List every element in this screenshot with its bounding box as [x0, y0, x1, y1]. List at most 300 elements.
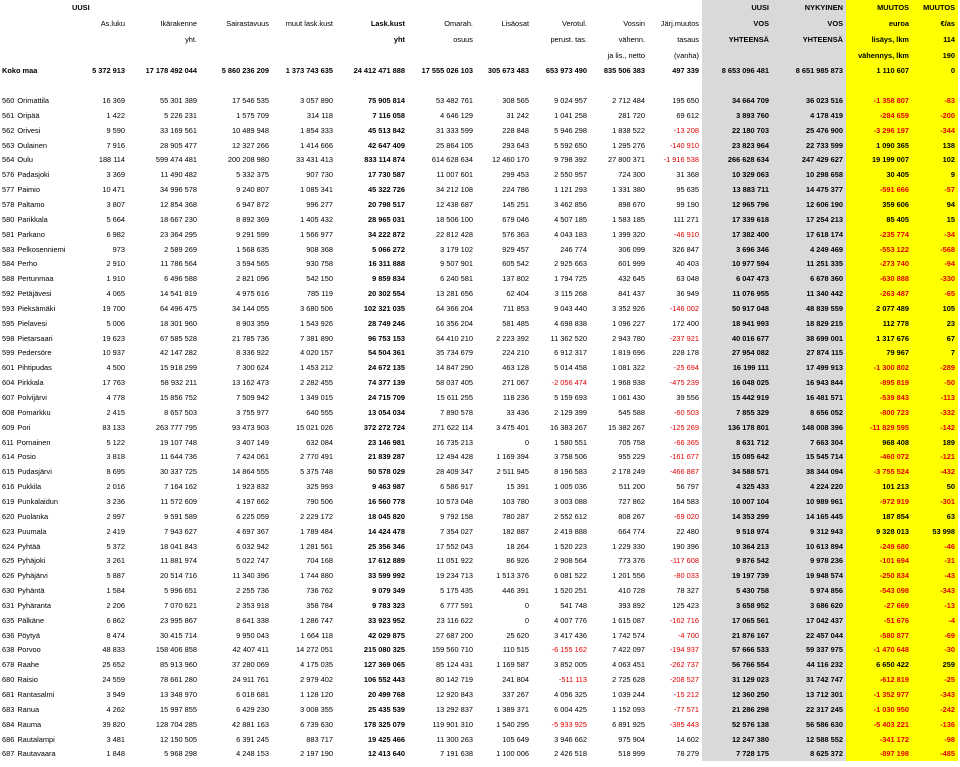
value-cell: -51 676	[846, 613, 912, 628]
value-cell: 95 635	[676, 185, 699, 194]
total-value: 835 506 383	[603, 66, 645, 75]
value-cell: 5 968 298	[164, 749, 197, 758]
header-top-cell	[590, 0, 648, 16]
value-cell: 103 780	[502, 497, 529, 506]
municipality-cell	[0, 524, 72, 539]
value-cell: 4 778	[106, 393, 125, 402]
value-cell: 271 622 114	[432, 423, 473, 432]
value-cell: 8 657 503	[164, 408, 197, 417]
municipality-code: 578	[2, 200, 15, 209]
value-cell: 7 943 627	[164, 527, 197, 536]
value-cell: 27 687 200	[436, 631, 473, 640]
value-cell: 325 993	[306, 482, 333, 491]
spacer-cell	[128, 79, 200, 93]
value-cell: 601 999	[618, 259, 645, 268]
value-cell: -101 694	[846, 553, 912, 568]
value-cell: 1 096 227	[612, 319, 645, 328]
header-label-cell: Lask.kust	[370, 19, 405, 28]
value-cell: 833 114 874	[364, 155, 405, 164]
header-top-cell	[476, 0, 532, 16]
value-cell: -65	[912, 286, 958, 301]
header-label-cell: lisäys, lkm	[846, 31, 912, 48]
value-cell: 359 606	[846, 197, 912, 212]
value-cell: 16 369	[102, 96, 125, 105]
value-cell: 12 413 640	[368, 749, 405, 758]
value-cell: 64 496 475	[160, 304, 197, 313]
value-cell: 18 829 215	[772, 316, 846, 331]
value-cell: 266 628 634	[702, 152, 772, 167]
value-cell: 10 298 658	[772, 167, 846, 182]
value-cell: 1 169 587	[496, 660, 529, 669]
value-cell: 195 650	[672, 96, 699, 105]
municipality-code: 616	[2, 482, 15, 491]
table-row	[0, 642, 960, 657]
spacer-cell	[272, 79, 336, 93]
value-cell: -1 358 807	[846, 93, 912, 108]
value-cell: 3 407 149	[236, 438, 269, 447]
total-value: 17 178 492 044	[145, 66, 197, 75]
spacer-cell	[846, 79, 912, 93]
value-cell: 9 978 236	[772, 553, 846, 568]
municipality-code: 683	[2, 705, 15, 714]
municipality-code: 576	[2, 170, 15, 179]
municipality-cell	[0, 464, 72, 479]
table-row	[0, 479, 960, 494]
value-cell: 13 348 970	[160, 690, 197, 699]
header-top-cell: NYKYINEN	[772, 0, 846, 16]
value-cell: 727 862	[618, 497, 645, 506]
municipality-code: 611	[2, 438, 14, 447]
municipality-cell	[0, 672, 72, 687]
value-cell: 12 360 250	[702, 687, 772, 702]
value-cell: 247 429 627	[772, 152, 846, 167]
value-cell: 22 457 044	[772, 628, 846, 643]
value-cell: -83	[912, 93, 958, 108]
value-cell: 22 812 428	[436, 230, 473, 239]
value-cell: 6 018 681	[236, 690, 269, 699]
value-cell: 3 807	[106, 200, 125, 209]
value-cell: -235 774	[846, 227, 912, 242]
value-cell: 7 191 638	[440, 749, 473, 758]
value-cell: 7 300 624	[236, 363, 269, 372]
table-row	[0, 152, 960, 167]
municipality-code: 562	[2, 126, 15, 135]
value-cell: 111 271	[673, 215, 699, 224]
municipality-name: Ranua	[17, 705, 40, 714]
value-cell: 55 301 389	[160, 96, 197, 105]
municipality-code: 581	[2, 230, 15, 239]
value-cell: 5 946 298	[554, 126, 587, 135]
municipality-code: 615	[2, 467, 15, 476]
value-cell: 9	[912, 167, 958, 182]
value-cell: -2 056 474	[551, 378, 587, 387]
value-cell: 1 838 522	[612, 126, 645, 135]
header-label-cell: muut lask.kust	[285, 19, 333, 28]
value-cell: 148 008 396	[772, 420, 846, 435]
value-cell: 19 425 466	[368, 735, 405, 744]
table-row	[0, 167, 960, 182]
value-cell: -237 921	[669, 334, 699, 343]
value-cell: 18 506 100	[436, 215, 473, 224]
value-cell: 22 733 599	[772, 138, 846, 153]
value-cell: 80 142 719	[436, 675, 473, 684]
header-label-cell	[128, 48, 200, 63]
header-label-cell: Vossin	[623, 19, 645, 28]
value-cell: 25 356 346	[368, 542, 405, 551]
municipality-cell	[0, 598, 72, 613]
value-cell: 14 847 290	[436, 363, 473, 372]
value-cell: 5 974 856	[772, 583, 846, 598]
value-cell: 13 162 473	[232, 378, 269, 387]
municipality-code: 626	[2, 571, 15, 580]
value-cell: 3 594 565	[236, 259, 269, 268]
value-cell: -4	[912, 613, 958, 628]
header-label-cell: 190	[912, 48, 958, 63]
table-row	[0, 301, 960, 316]
header-label-cell: 114	[912, 31, 958, 48]
value-cell: 24 715 709	[368, 393, 405, 402]
value-cell: 6 429 230	[236, 705, 269, 714]
municipality-code: 623	[2, 527, 15, 536]
value-cell: 299 453	[502, 170, 529, 179]
header-label-cell	[72, 31, 128, 48]
value-cell: 12 965 796	[702, 197, 772, 212]
value-cell: 12 920 843	[436, 690, 473, 699]
value-cell: 3 115 268	[554, 289, 587, 298]
municipality-name: Perho	[17, 259, 38, 268]
value-cell: 83 133	[102, 423, 125, 432]
value-cell: -630 888	[846, 271, 912, 286]
value-cell: -475 239	[669, 378, 699, 387]
value-cell: 190 396	[672, 542, 699, 551]
value-cell: 28 409 347	[436, 467, 473, 476]
municipality-code: 598	[2, 334, 15, 343]
value-cell: 12 854 368	[160, 200, 197, 209]
municipality-cell	[0, 494, 72, 509]
municipality-cell	[0, 375, 72, 390]
value-cell: -800 723	[846, 405, 912, 420]
municipality-code: 608	[2, 408, 15, 417]
value-cell: 20 514 716	[160, 571, 197, 580]
value-cell: 15	[912, 212, 958, 227]
value-cell: 3 236	[106, 497, 125, 506]
value-cell: 19 623	[102, 334, 125, 343]
value-cell: 8 903 359	[236, 319, 269, 328]
value-cell: 30 337 725	[160, 467, 197, 476]
value-cell: 11 300 263	[436, 735, 473, 744]
value-cell: 841 437	[618, 289, 645, 298]
value-cell: 3 179 102	[440, 245, 473, 254]
value-cell: -263 487	[846, 286, 912, 301]
value-cell: 9 859 834	[372, 274, 405, 283]
value-cell: 14 272 051	[296, 645, 333, 654]
value-cell: 8 196 583	[554, 467, 587, 476]
value-cell: 159 560 710	[431, 645, 473, 654]
value-cell: 2 725 628	[612, 675, 645, 684]
value-cell: -46 910	[673, 230, 699, 239]
value-cell: 2 712 484	[612, 96, 645, 105]
table-row	[0, 212, 960, 227]
value-cell: 3 852 005	[554, 660, 587, 669]
value-cell: 12 460 170	[492, 155, 529, 164]
municipality-cell	[0, 360, 72, 375]
municipality-cell	[0, 405, 72, 420]
total-value: 1 373 743 635	[285, 66, 333, 75]
value-cell: 9 240 807	[236, 185, 269, 194]
value-cell: 53 998	[912, 524, 958, 539]
header-label-cell	[272, 31, 336, 48]
value-cell: 56 797	[676, 482, 699, 491]
value-cell: 85 405	[846, 212, 912, 227]
table-row	[0, 256, 960, 271]
value-cell: 7 422 097	[612, 645, 645, 654]
value-cell: -77 571	[673, 705, 699, 714]
municipality-name: Pirkkala	[17, 378, 44, 387]
value-cell: 973	[112, 245, 125, 254]
municipality-cell	[0, 746, 72, 761]
value-cell: 6 777 591	[440, 601, 473, 610]
value-cell: 14 424 478	[368, 527, 405, 536]
value-cell: 57 666 533	[702, 642, 772, 657]
value-cell: 6 586 917	[440, 482, 473, 491]
municipality-code: 561	[2, 111, 15, 120]
value-cell: 996 277	[306, 200, 333, 209]
municipality-code: 635	[2, 616, 15, 625]
header-label-cell: €/as	[912, 16, 958, 31]
value-cell: 13 292 837	[436, 705, 473, 714]
value-cell: 40 403	[676, 259, 699, 268]
value-cell: 22 180 703	[702, 123, 772, 138]
value-cell: -121	[912, 449, 958, 464]
value-cell: 1 229 330	[612, 542, 645, 551]
value-cell: 1 128 120	[300, 690, 333, 699]
value-cell: 31 242	[506, 111, 529, 120]
value-cell: 293 643	[502, 141, 529, 150]
table-row	[0, 331, 960, 346]
value-cell: -591 666	[846, 182, 912, 197]
value-cell: 3 893 760	[702, 108, 772, 123]
table-row	[0, 628, 960, 643]
value-cell: 0	[524, 438, 529, 447]
header-label-cell: Sairastavuus	[226, 19, 269, 28]
table-row	[0, 93, 960, 108]
value-cell: 25 476 900	[772, 123, 846, 138]
value-cell: 78 327	[676, 586, 699, 595]
municipality-cell	[0, 435, 72, 450]
table-row	[0, 539, 960, 554]
value-cell: 7 663 304	[772, 435, 846, 450]
value-cell: 5 022 747	[236, 556, 269, 565]
value-cell: 4 063 451	[612, 660, 645, 669]
value-cell: 808 267	[618, 512, 645, 521]
value-cell: 2 426 518	[554, 749, 587, 758]
value-cell: 224 210	[502, 348, 529, 357]
value-cell: 2 197 190	[300, 749, 333, 758]
value-cell: 3 417 436	[554, 631, 587, 640]
value-cell: 2 077 489	[846, 301, 912, 316]
value-cell: 23 116 622	[436, 616, 473, 625]
value-cell: 1 584	[106, 586, 125, 595]
municipality-code: 607	[2, 393, 15, 402]
value-cell: 6 047 473	[702, 271, 772, 286]
value-cell: 5 014 458	[554, 363, 587, 372]
value-cell: 3 003 088	[554, 497, 587, 506]
value-cell: 246 774	[560, 245, 587, 254]
value-cell: 511 200	[618, 482, 645, 491]
value-cell: 7 070 621	[164, 601, 197, 610]
value-cell: -972 919	[846, 494, 912, 509]
value-cell: -5 933 925	[551, 720, 587, 729]
value-cell: 6 081 522	[554, 571, 587, 580]
value-cell: 17 042 437	[772, 613, 846, 628]
value-cell: 7	[912, 345, 958, 360]
value-cell: 7 424 061	[236, 452, 269, 461]
value-cell: -432	[912, 464, 958, 479]
municipality-name: Raahe	[17, 660, 40, 669]
value-cell: 9 590	[106, 126, 125, 135]
header-top-cell	[532, 0, 590, 16]
table-row	[0, 316, 960, 331]
value-cell: 1 085 341	[300, 185, 333, 194]
value-cell: 228 848	[502, 126, 529, 135]
value-cell: 6 650 422	[846, 657, 912, 672]
value-cell: 11 644 736	[160, 452, 197, 461]
value-cell: 15 085 642	[702, 449, 772, 464]
value-cell: -250 834	[846, 568, 912, 583]
value-cell: 1 453 212	[300, 363, 333, 372]
municipality-code: 631	[2, 601, 15, 610]
value-cell: 15 382 267	[608, 423, 645, 432]
value-cell: 128 704 285	[155, 720, 197, 729]
value-cell: 14 475 377	[772, 182, 846, 197]
municipality-code: 614	[2, 452, 15, 461]
value-cell: 263 777 795	[155, 423, 197, 432]
value-cell: 33 431 413	[296, 155, 333, 164]
value-cell: 9 950 043	[236, 631, 269, 640]
value-cell: 17 339 618	[702, 212, 772, 227]
value-cell: 21 286 298	[702, 702, 772, 717]
value-cell: 17 499 913	[772, 360, 846, 375]
value-cell: 581 485	[502, 319, 529, 328]
value-cell: 614 628 634	[431, 155, 473, 164]
municipality-cell	[0, 539, 72, 554]
value-cell: 1 543 926	[300, 319, 333, 328]
value-cell: -511 113	[558, 675, 587, 684]
value-cell: 4 020 157	[300, 348, 333, 357]
value-cell: 1 331 380	[612, 185, 645, 194]
municipality-name: Paimio	[17, 185, 40, 194]
value-cell: 2 511 945	[496, 467, 529, 476]
value-cell: 6 891 925	[612, 720, 645, 729]
value-cell: 28 905 477	[160, 141, 197, 150]
header-label-cell	[336, 48, 408, 63]
total-value: 8 653 096 481	[702, 63, 772, 79]
value-cell: 2 552 612	[554, 512, 587, 521]
value-cell: 5 664	[106, 215, 125, 224]
value-cell: 1 789 484	[300, 527, 333, 536]
municipality-code: 680	[2, 675, 15, 684]
value-cell: -27 669	[846, 598, 912, 613]
value-cell: 5 592 650	[554, 141, 587, 150]
value-cell: -25 694	[673, 363, 699, 372]
value-cell: 929 457	[502, 245, 529, 254]
value-cell: -1 030 950	[846, 702, 912, 717]
value-cell: 35 734 679	[436, 348, 473, 357]
value-cell: 9 312 943	[772, 524, 846, 539]
value-cell: 3 475 401	[496, 423, 529, 432]
value-cell: 17 546 535	[232, 96, 269, 105]
value-cell: 281 720	[618, 111, 645, 120]
table-row	[0, 657, 960, 672]
value-cell: 36 023 516	[772, 93, 846, 108]
value-cell: -612 819	[846, 672, 912, 687]
value-cell: 326 847	[672, 245, 699, 254]
municipality-code: 601	[2, 363, 15, 372]
municipality-name: Orimattila	[17, 96, 49, 105]
value-cell: -162 716	[669, 616, 699, 625]
municipality-name: Pöytyä	[17, 631, 40, 640]
header-top-cell	[0, 0, 72, 16]
value-cell: 17 618 174	[772, 227, 846, 242]
table-row	[0, 227, 960, 242]
value-cell: 1 819 696	[612, 348, 645, 357]
value-cell: 883 717	[306, 735, 333, 744]
value-cell: 25 864 105	[436, 141, 473, 150]
value-cell: -161 677	[669, 452, 699, 461]
value-cell: 31 368	[676, 170, 699, 179]
value-cell: 10 007 104	[702, 494, 772, 509]
value-cell: 446 391	[502, 586, 529, 595]
value-cell: 42 029 875	[368, 631, 405, 640]
header-label-cell: tasaus	[677, 35, 699, 44]
municipality-name: Padasjoki	[17, 170, 50, 179]
municipality-cell	[0, 123, 72, 138]
header-label-cell	[772, 48, 846, 63]
value-cell: 37 280 069	[232, 660, 269, 669]
value-cell: 19 197 739	[702, 568, 772, 583]
value-cell: 42 881 163	[232, 720, 269, 729]
value-cell: 30 405	[846, 167, 912, 182]
municipality-name: Oripää	[17, 111, 40, 120]
value-cell: 50 578 029	[368, 467, 405, 476]
value-cell: -553 122	[846, 242, 912, 257]
value-cell: 542 150	[306, 274, 333, 283]
municipality-cell	[0, 717, 72, 732]
value-cell: 182 887	[502, 527, 529, 536]
value-cell: 34 996 578	[160, 185, 197, 194]
value-cell: 12 588 552	[772, 732, 846, 747]
value-cell: 10 937	[102, 348, 125, 357]
value-cell: -539 843	[846, 390, 912, 405]
value-cell: 69 612	[676, 111, 699, 120]
municipality-cell	[0, 138, 72, 153]
value-cell: 410 728	[618, 586, 645, 595]
value-cell: 1 422	[106, 111, 125, 120]
value-cell: 4 007 776	[554, 616, 587, 625]
value-cell: 56 766 554	[702, 657, 772, 672]
value-cell: 704 168	[306, 556, 333, 565]
value-cell: 4 975 616	[236, 289, 269, 298]
value-cell: 6 032 942	[236, 542, 269, 551]
value-cell: 118 236	[502, 393, 529, 402]
header-top-cell	[648, 0, 702, 16]
municipality-code: 630	[2, 586, 15, 595]
municipality-cell	[0, 449, 72, 464]
value-cell: 36 949	[676, 289, 699, 298]
header-label-cell: YHTEENSÄ	[702, 31, 772, 48]
spacer-cell	[0, 79, 72, 93]
value-cell: 48 833	[102, 645, 125, 654]
